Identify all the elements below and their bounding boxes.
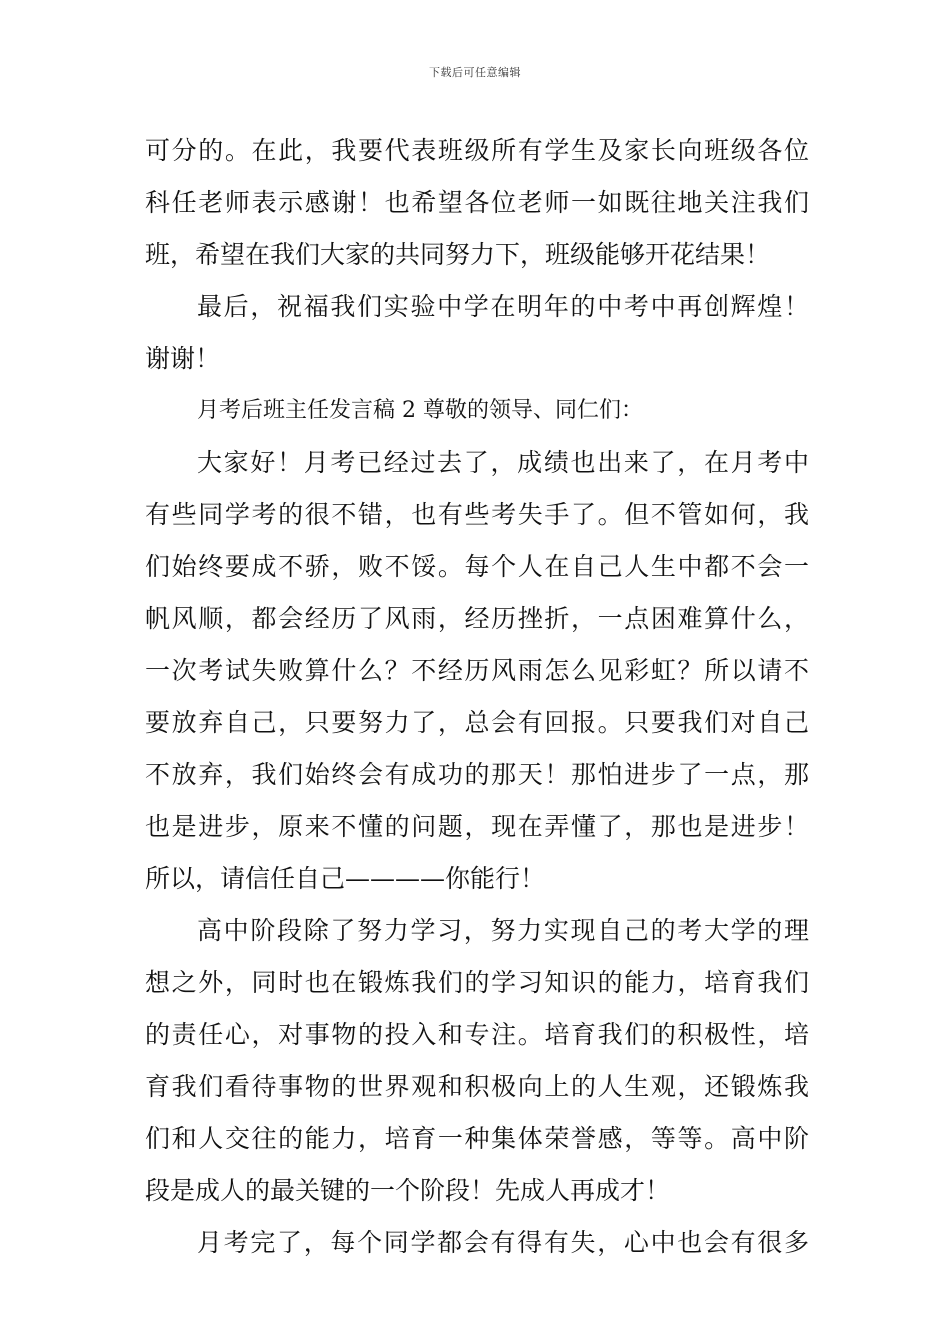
text-line: 班，希望在我们大家的共同努力下，班级能够开花结果！ bbox=[145, 240, 771, 269]
text-line: 育我们看待事物的世界观和积极向上的人生观，还锻炼我 bbox=[145, 1072, 809, 1101]
text-line: 帆风顺，都会经历了风雨，经历挫折，一点困难算什么， bbox=[145, 604, 809, 633]
text-line: 有些同学考的很不错，也有些考失手了。但不管如何，我 bbox=[145, 500, 809, 529]
text-line: 想之外，同时也在锻炼我们的学习知识的能力，培育我们 bbox=[145, 968, 809, 997]
text-line: 要放弃自己，只要努力了，总会有回报。只要我们对自己 bbox=[145, 708, 809, 737]
text-line: 也是进步，原来不懂的问题，现在弄懂了，那也是进步！ bbox=[145, 812, 809, 841]
document-body bbox=[145, 128, 809, 1272]
page-header: 下载后可任意编辑 bbox=[429, 66, 521, 79]
section-heading: 月考后班主任发言稿 2 尊敬的领导、同仁们： bbox=[197, 398, 643, 423]
text-line: 们始终要成不骄，败不馁。每个人在自己人生中都不会一 bbox=[145, 552, 809, 581]
text-line: 谢谢！ bbox=[145, 344, 221, 373]
text-line: 的责任心，对事物的投入和专注。培育我们的积极性，培 bbox=[145, 1020, 809, 1049]
text-line: 一次考试失败算什么？不经历风雨怎么见彩虹？所以请不 bbox=[145, 656, 809, 685]
text-line: 所以，请信任自己————你能行！ bbox=[145, 864, 546, 893]
text-line: 不放弃，我们始终会有成功的那天！那怕进步了一点，那 bbox=[145, 760, 809, 789]
text-line: 月考完了，每个同学都会有得有失，心中也会有很多 bbox=[197, 1228, 809, 1257]
text-line: 科任老师表示感谢！也希望各位老师一如既往地关注我们 bbox=[145, 188, 809, 217]
text-line: 大家好！月考已经过去了，成绩也出来了，在月考中 bbox=[197, 448, 809, 477]
text-line: 最后，祝福我们实验中学在明年的中考中再创辉煌！ bbox=[197, 292, 809, 321]
text-line: 段是成人的最关键的一个阶段！先成人再成才！ bbox=[145, 1176, 671, 1205]
text-line: 高中阶段除了努力学习，努力实现自己的考大学的理 bbox=[197, 916, 809, 945]
text-line: 们和人交往的能力，培育一种集体荣誉感，等等。高中阶 bbox=[145, 1124, 809, 1153]
text-line: 可分的。在此，我要代表班级所有学生及家长向班级各位 bbox=[145, 136, 809, 165]
